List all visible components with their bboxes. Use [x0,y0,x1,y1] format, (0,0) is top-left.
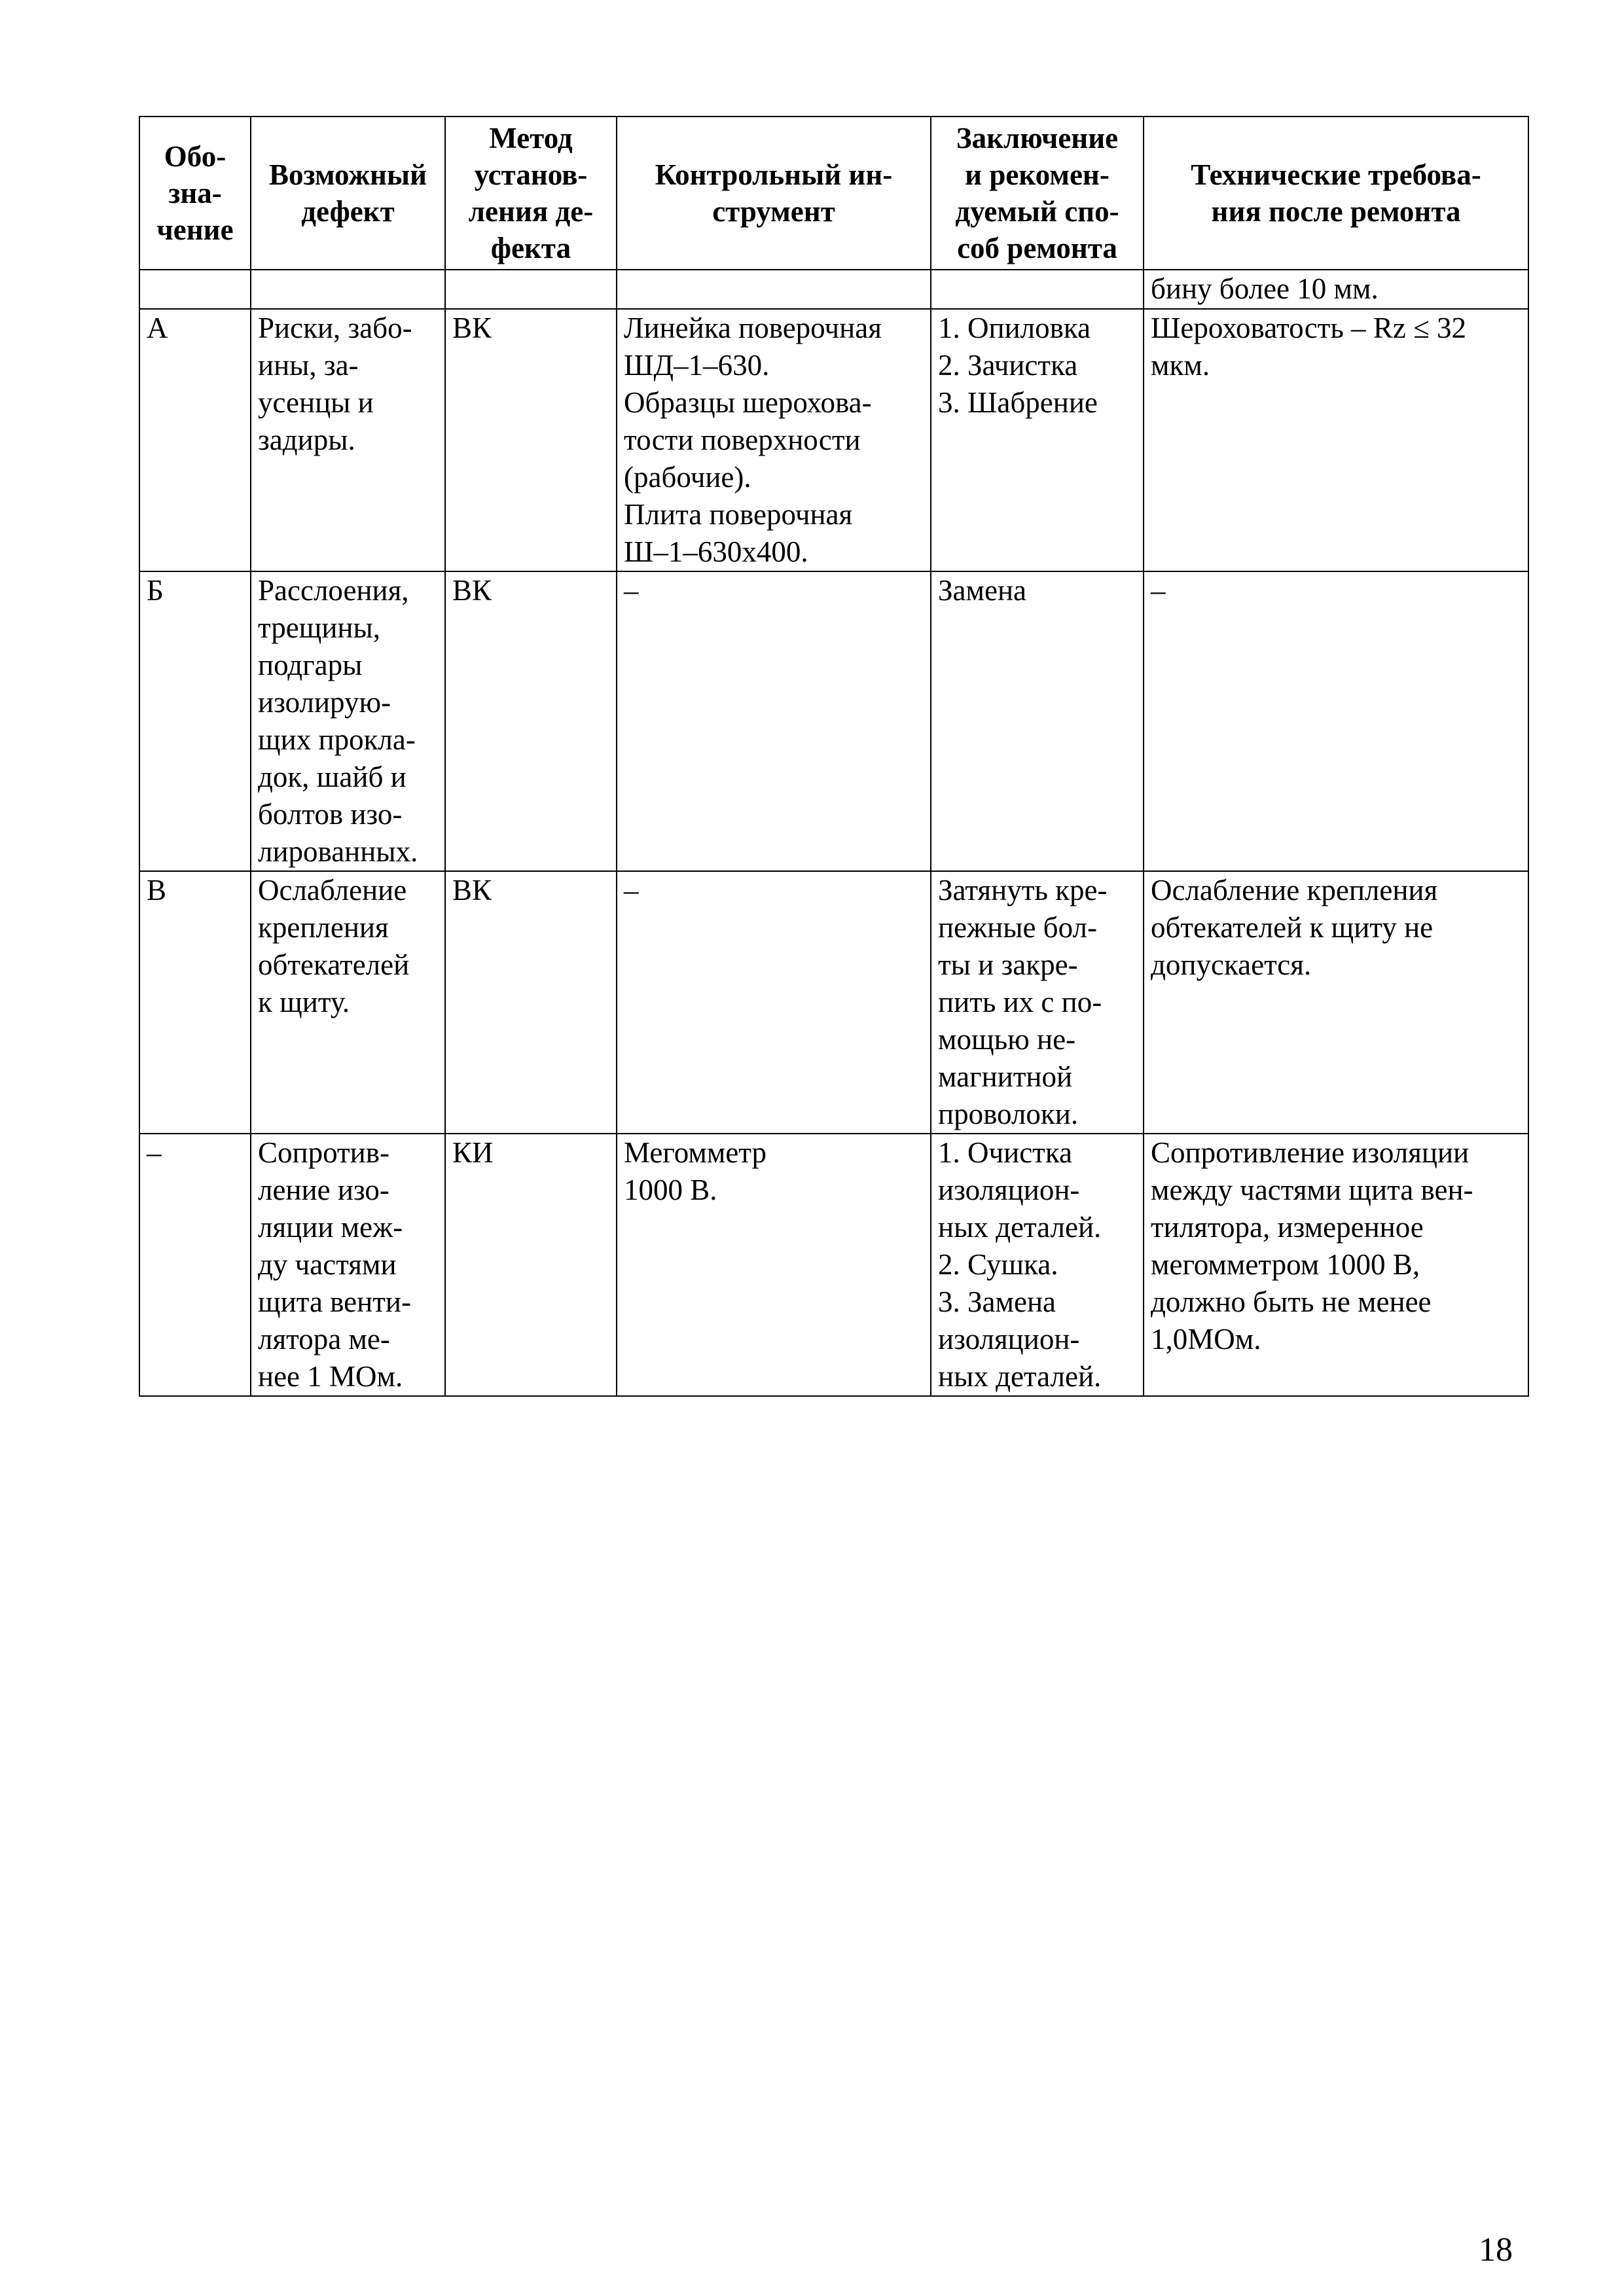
cell-method: ВК [445,571,617,871]
cell-repair: Затянуть кре- пежные бол- ты и закре- пить их с по- мощью не- магнитной проволоки. [931,871,1144,1134]
cell-instrument: Линейка поверочная ШД–1–630. Образцы шерохова- тости поверхности (рабочие). Плита поверочная Ш–1–630х400. [617,309,931,571]
cell-repair: 1. Очистка изоляцион- ных деталей. 2. Сушка. 3. Замена изоляцион- ных деталей. [931,1134,1144,1396]
cell-designation: – [139,1134,251,1396]
header-defect: Возможный дефект [251,117,445,270]
defect-table [139,116,1529,1397]
table-row [139,1134,1528,1396]
cell-requirements: Ослабление крепления обтекателей к щиту не допускается. [1144,871,1528,1134]
cell-requirements: Шероховатость – Rz ≤ 32 мкм. [1144,309,1528,571]
header-method: Метод установ- ления де- фекта [445,117,617,270]
cell-repair: Замена [931,571,1144,871]
header-designation: Обо- зна- чение [139,117,251,270]
table-cell [931,270,1144,309]
cell-designation: Б [139,571,251,871]
table-row [139,309,1528,571]
table-cell [139,270,251,309]
table-cell [251,270,445,309]
cell-requirements: – [1144,571,1528,871]
cell-instrument: Мегомметр 1000 В. [617,1134,931,1396]
cell-instrument: – [617,571,931,871]
cell-instrument: – [617,871,931,1134]
header-row [139,117,1528,270]
cell-defect: Риски, забо- ины, за- усенцы и задиры. [251,309,445,571]
table-row [139,871,1528,1134]
cell-defect: Расслоения, трещины, подгары изолирую- щих прокла- док, шайб и болтов изо- лированных. [251,571,445,871]
table-cell [445,270,617,309]
cell-method: ВК [445,871,617,1134]
cell-defect: Ослабление крепления обтекателей к щиту. [251,871,445,1134]
table-cell: бину более 10 мм. [1144,270,1528,309]
cell-designation: А [139,309,251,571]
header-requirements: Технические требова- ния после ремонта [1144,117,1528,270]
header-instrument: Контрольный ин- струмент [617,117,931,270]
cell-repair: 1. Опиловка 2. Зачистка 3. Шабрение [931,309,1144,571]
table-row [139,571,1528,871]
table-cell [617,270,931,309]
page-number: 18 [1479,2231,1513,2269]
cell-requirements: Сопротивление изоляции между частями щита вен- тилятора, измеренное мегомметром 1000 В, должно быть не менее 1,0МОм. [1144,1134,1528,1396]
continuation-row [139,270,1528,309]
header-repair: Заключение и рекомен- дуемый спо- соб ремонта [931,117,1144,270]
cell-method: ВК [445,309,617,571]
cell-defect: Сопротив- ление изо- ляции меж- ду частями щита венти- лятора ме- нее 1 МОм. [251,1134,445,1396]
cell-designation: В [139,871,251,1134]
cell-method: КИ [445,1134,617,1396]
